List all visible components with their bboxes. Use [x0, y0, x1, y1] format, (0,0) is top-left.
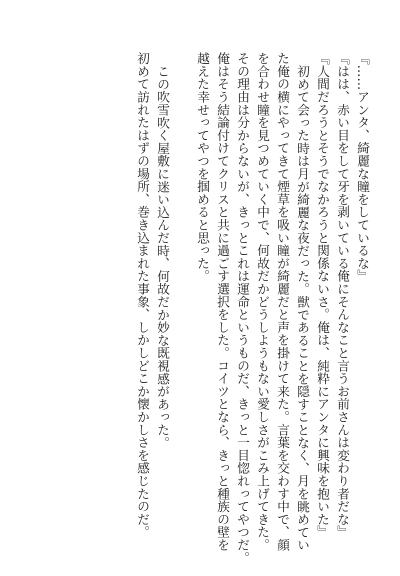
narration-line: た俺の横にやってきて煙草を吸い瞳が綺麗だと声を掛けて来た。言葉を交わす中で、顔: [275, 52, 290, 552]
dialogue-line: 『……アンタ、綺麗な瞳をしているな』: [355, 52, 370, 283]
narration-line: を合わせ瞳を見つめていく中で、何故だかどうしようもない愛しさがこみ上げてきた。: [255, 52, 270, 552]
narration-line: 越えた幸せってやつを掴めると思った。: [195, 52, 210, 283]
paragraph-break: [172, 52, 192, 532]
dialogue-line: 『はは、赤い目をして牙を剥いている俺にそんなこと言うお前さんは変わり者だな』: [335, 52, 350, 539]
narration-line: 俺はそう結論付けてクリスと共に過ごす選択をした。コイツとなら、きっと種族の壁を: [215, 52, 230, 552]
narration-line: この吹雪吹く屋敷に迷い込んだ時、何故だか妙な既視感があった。: [155, 64, 170, 449]
vertical-text-body: [27, 52, 372, 564]
narration-line: 初めて訪れたはずの場所、巻き込まれた事象、しかしどこか懐かしさを感じたのだ。: [135, 52, 150, 539]
dialogue-line: 『人間だろうとそうでなかろうと関係ないさ。俺は、純粋にアンタに興味を抱いた』: [315, 52, 330, 539]
narration-line: その理由は分からないが、きっとこれは運命というものだ、きっと一目惚れってやつだ。: [235, 52, 250, 564]
narration-line: 初めて会った時は月が綺麗な夜だった。獣であることを隠すことなく、月を眺めてい: [295, 64, 310, 551]
